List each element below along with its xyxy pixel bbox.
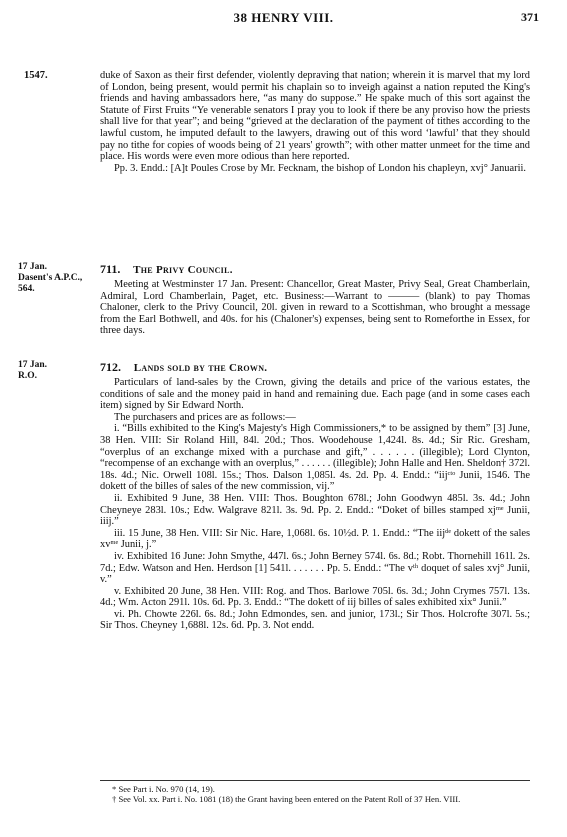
running-header: 38 HENRY VIII.: [233, 10, 334, 25]
entry-712-item-vi: vi. Ph. Chowte 226l. 6s. 8d.; John Edmondes, sen. and junior, 173l.; Sir Thos. Holcrofte 307l. 5s.; Sir Thos. Cheyney 1,688l. 12s. 6d. Pp. 3. Not endd.: [100, 608, 530, 632]
margin-note-711: [18, 262, 90, 295]
entry-712-item-iii: iii. 15 June, 38 Hen. VIII: Sir Nic. Hare, 1,068l. 6s. 10½d. P. 1. Endd.: “The iijᵈᵉ dokett of the sales xvᵐᵉ Junii, j.”: [100, 527, 530, 551]
entry-712-number: 712.: [100, 360, 121, 374]
margin-source-711: Dasent's A.P.C., 564.: [18, 273, 83, 294]
entry-712-heading: [100, 360, 530, 375]
intro-continuation: [100, 70, 530, 174]
margin-source-712: R.O.: [18, 371, 37, 381]
entry-711-number: 711.: [100, 262, 121, 276]
entry-712-item-ii: ii. Exhibited 9 June, 38 Hen. VIII: Thos. Boughton 678l.; John Goodwyn 485l. 3s. 4d.; John Cheyneye 283l. 10s.; Edw. Walgrave 821l. 3s. 9d. Pp. 2. Endd.: “Doket of billes stamped xjᵐᵉ Junii, iiij.”: [100, 492, 530, 528]
intro-endorsement: Pp. 3. Endd.: [A]t Poules Crose by Mr. Fecknam, the bishop of London his chapleyn, xvj° Januarii.: [114, 162, 526, 174]
margin-date-712: 17 Jan.: [18, 360, 48, 370]
entry-711-title: The Privy Council.: [133, 264, 233, 276]
margin-year: 1547.: [24, 70, 48, 81]
entry-712-item-i: i. “Bills exhibited to the King's Majesty's High Commissioners,* to be assigned by them” [3] June, 38 Hen. VIII: Sir Roland Hill, 84l. 20d.; Thos. Woodehouse 1,424l. 8s. 4d.; Sir Ric. Gresham, “overplus of an exchange mixed with a purchase and gift,” . . . . . . (illegible); Lord Clynton, “recompense of an exchange with an overplus,” . . . . . . (illegible); John Halle and Hen. Sheldon† 372l. 18s. 4d.; Nic. Orwell 108l. 15s.; Thos. Dalson 1,085l. 4s. 2d. Pp. 4. Endd.: “iijᶜᵗᵒ Junii, 1546. The dokett of the billes of sales of the new commission, vij.”: [100, 423, 530, 493]
footnote-2: † See Vol. xx. Part i. No. 1081 (18) the Grant having been entered on the Patent Roll of 37 Hen. VIII.: [112, 794, 461, 804]
margin-note-712: [18, 360, 90, 382]
footnote-1: * See Part i. No. 970 (14, 19).: [112, 784, 215, 794]
intro-paragraph: duke of Saxon as their first defender, violently depraving that nation; wherein it is marvel that my lord of London, being present, would permit his chaplain so to inveigh against a nation reputed the King's friends and having ambassadors here, “as many do suppose.” He spake much of this sort against the Statute of First Fruits “Ye venerable senators I pray you to look if there be any proviso how the priests shall live for that year”; and being “grieved at the declaration of the payment of tithes according to the lawful custom, he imputed default to the lawyers, drawing out of this word ‘lawful’ that they should pay no tithe for copies of woods being of 21 years' growth”; with other matter unmeet for the time and place. His words were even more odious than here reported.: [100, 70, 530, 163]
entry-712-title: Lands sold by the Crown.: [133, 362, 268, 374]
entry-712-body: [100, 377, 530, 632]
footnote-divider: [100, 780, 530, 781]
footnotes: [100, 784, 530, 804]
margin-date-711: 17 Jan.: [18, 262, 48, 272]
page-number: 371: [521, 10, 539, 24]
entry-712-intro: Particulars of land-sales by the Crown, giving the details and price of the various estates, the conditions of sale and the money paid in hand and remaining due. Each page (and in some cases each item) signed by Sir Edward North.: [100, 377, 530, 412]
entry-712-list-intro: The purchasers and prices are as follows:—: [114, 411, 296, 423]
entry-711-heading: [100, 262, 530, 277]
entry-712-item-v: v. Exhibited 20 June, 38 Hen. VIII: Rog. and Thos. Barlowe 705l. 6s. 3d.; John Crymes 757l. 13s. 4d.; Wm. Acton 291l. 10s. 6d. Pp. 3. Endd.: “The dokett of iij billes of sales exhibited xix° Junii.”: [100, 585, 530, 609]
entry-711-text: Meeting at Westminster 17 Jan. Present: Chancellor, Great Master, Privy Seal, Great Chamberlain, Admiral, Lord Chamberlain, Paget, etc. Business:—Warrant to ——— (blank) to pay Thomas Chaloner, clerk to the Privy Council, 20l. given in reward to a Scottishman, who brought a message from the Earl Bothwell, and 40s. for his (Chaloner's) expenses, being sent to Romeforthe in Essex, for three days.: [100, 279, 530, 337]
entry-711-body: [100, 279, 530, 337]
entry-712-item-iv: iv. Exhibited 16 June: John Smythe, 447l. 6s.; John Berney 574l. 6s. 8d.; Robt. Thornehill 161l. 2s. 7d.; Edw. Watson and Hen. Herdson [1] 541l. . . . . . . Pp. 5. Endd.: “The vᵗʰ doquet of sales xvj° Junii, v.”: [100, 550, 530, 586]
